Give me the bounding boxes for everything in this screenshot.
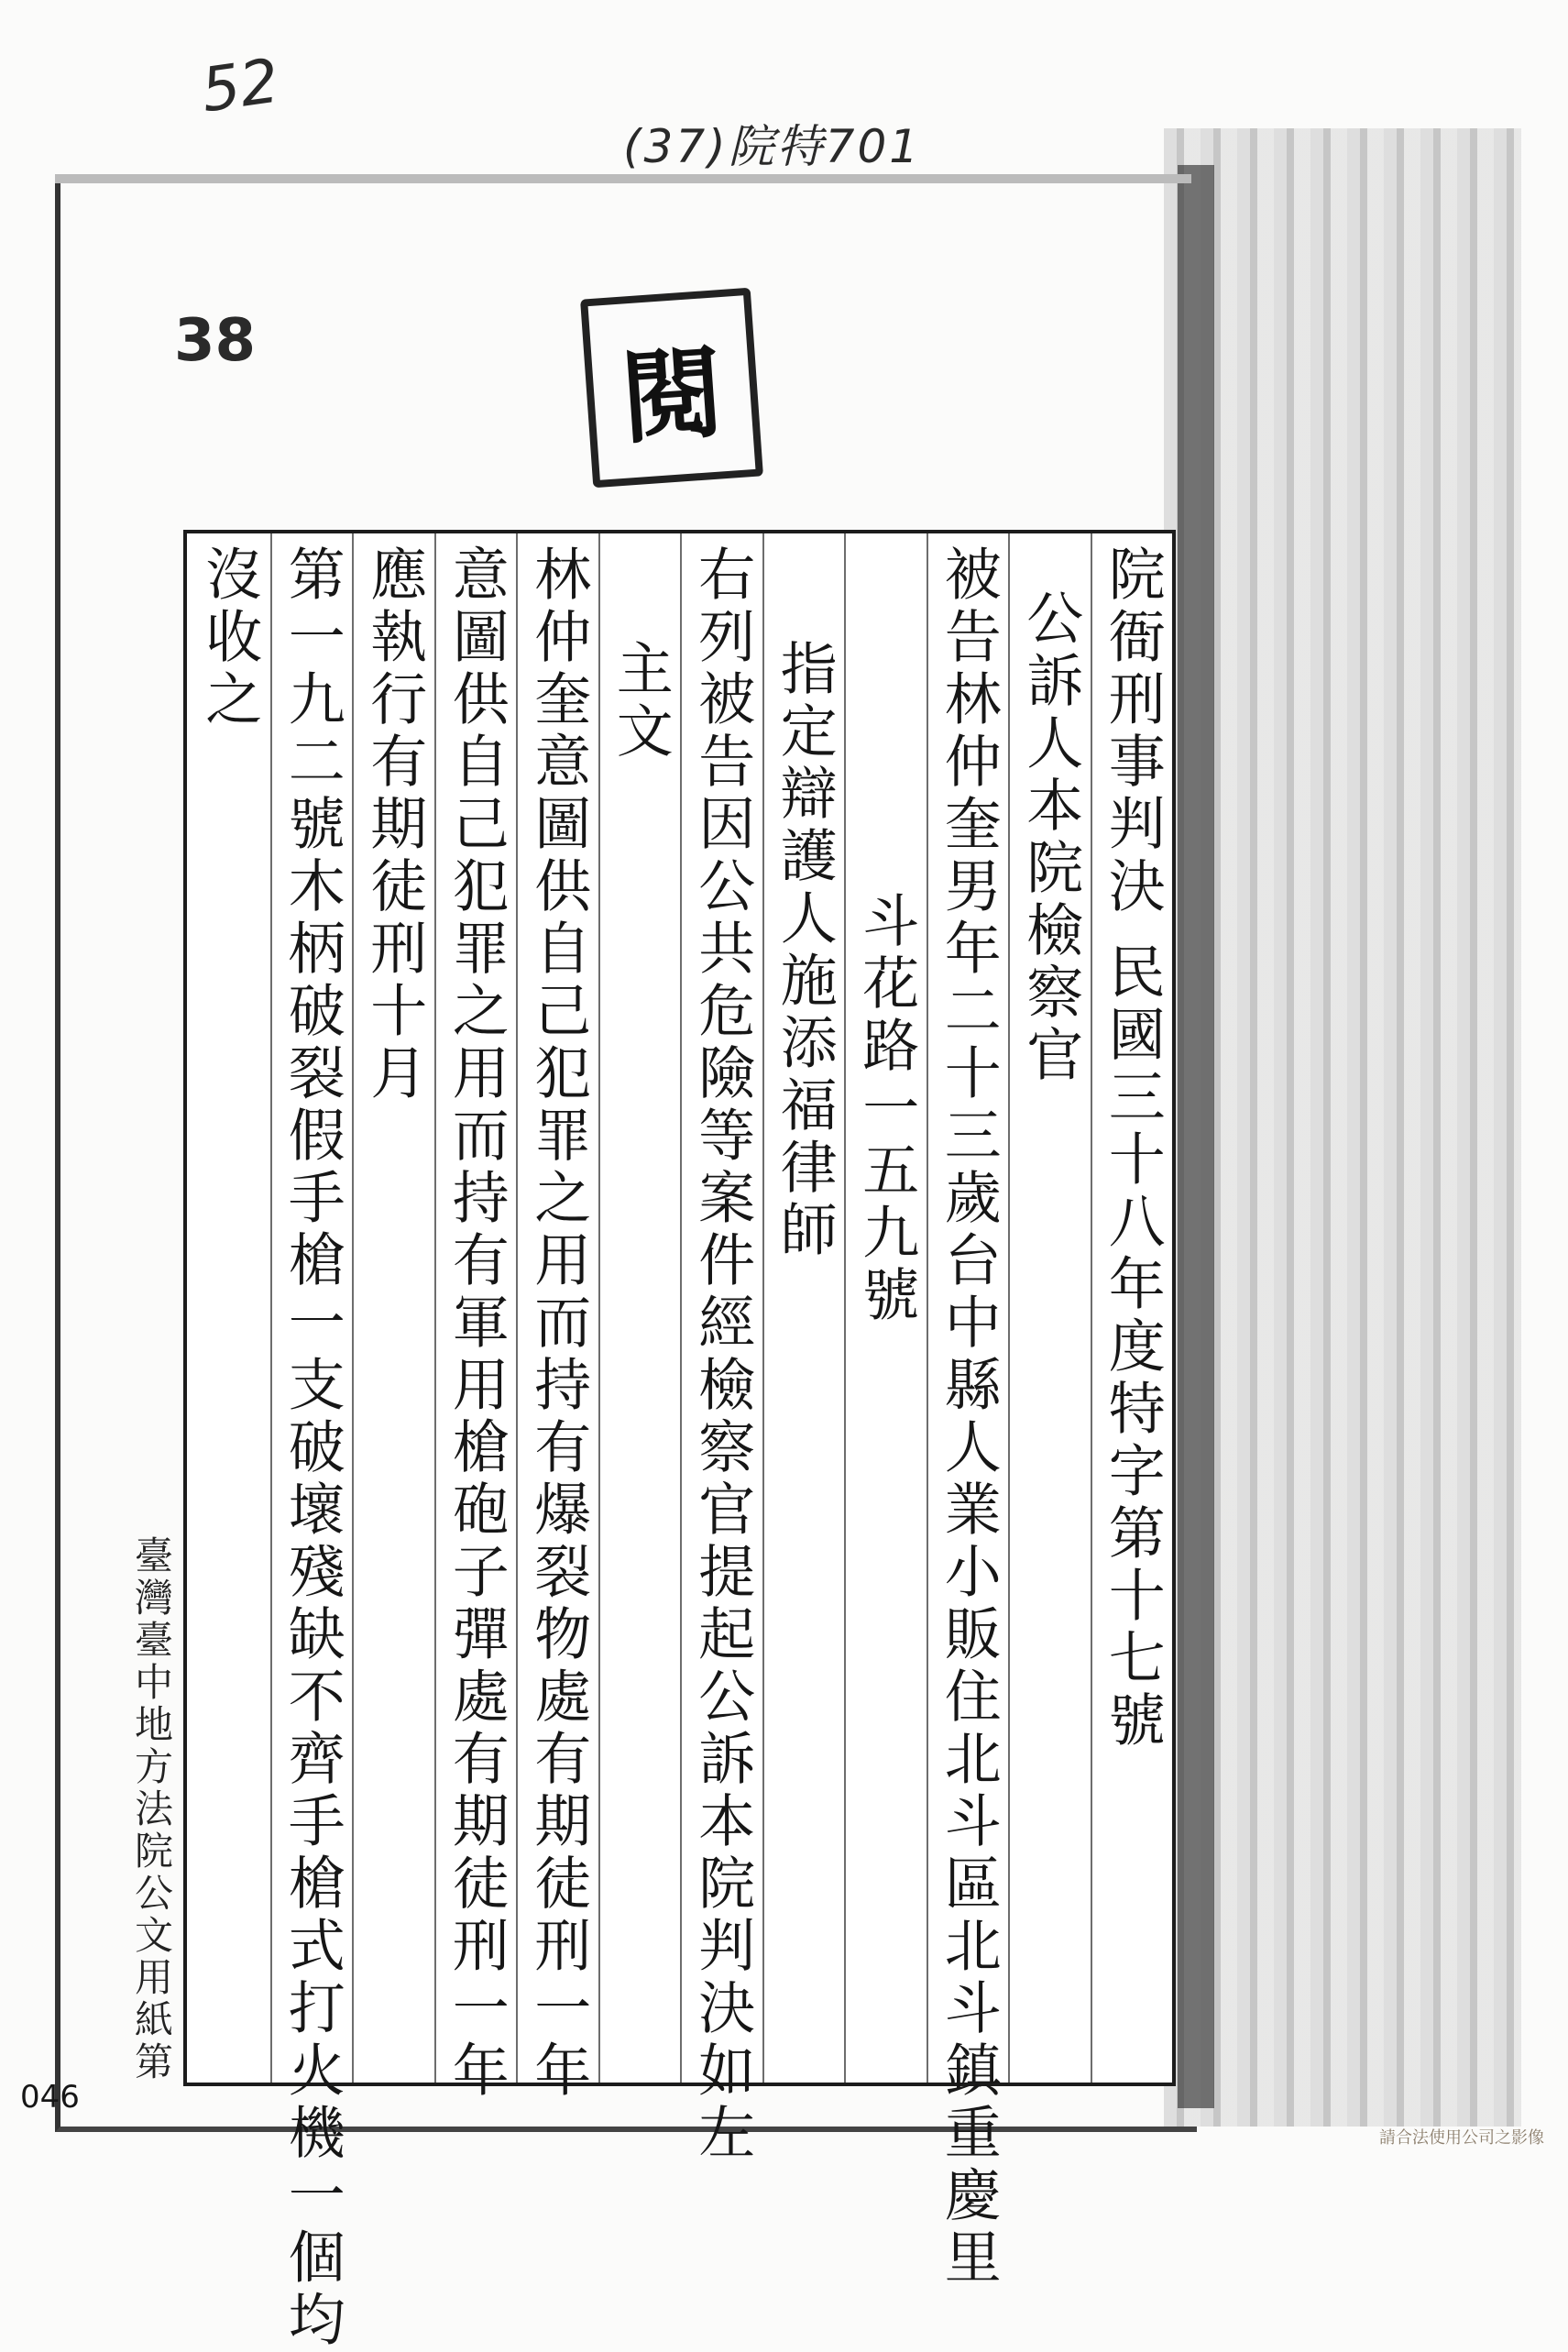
column-text: 指定辯護人施添福律師: [771, 639, 839, 1262]
document-column: [434, 533, 517, 2103]
document-column: [680, 533, 762, 2165]
column-text: 應執行有期徒刑十月: [360, 544, 428, 1105]
column-text: 公訴人本院檢察官: [1016, 588, 1084, 1087]
column-text: 第一九二號木柄破裂假手槍一支破壞殘缺不齊手槍式打火機一個均: [279, 544, 346, 2352]
document-column: [270, 533, 353, 2352]
judgment-document: [183, 530, 1176, 2352]
watermark: 請合法使用公司之影像: [1379, 2128, 1544, 2148]
column-text: 斗花路一五九號: [852, 891, 920, 1327]
document-column: [844, 533, 927, 2083]
column-text: 林仲奎意圖供自己犯罪之用而持有爆裂物處有期徒刑一年: [524, 544, 592, 2103]
column-text: 沒收之: [195, 544, 263, 731]
column-text: 主文: [607, 639, 674, 764]
document-column: [1008, 533, 1091, 2083]
column-text: 右列被告因公共危險等案件經檢察官提起公訴本院判決如左: [688, 544, 756, 2165]
review-seal: [580, 288, 763, 488]
handwritten-page-number: 52: [197, 45, 283, 126]
document-column: [188, 533, 270, 2083]
column-text: 院衙刑事判決 民國三十八年度特字第十七號: [1099, 544, 1167, 1753]
document-column: [762, 533, 845, 2083]
document-column: [352, 533, 434, 2083]
column-text: 意圖供自己犯罪之用而持有軍用槍砲子彈處有期徒刑一年: [443, 544, 510, 2103]
footer-number: 046: [20, 2079, 80, 2116]
document-column: [927, 533, 1009, 2290]
court-paper-imprint: 臺灣臺中地方法院公文用紙第: [129, 1535, 174, 2083]
handwritten-mark: 38: [174, 307, 257, 375]
document-column: [1091, 533, 1173, 2083]
document-column: [598, 533, 681, 2083]
scan-shadow-strip: [1164, 128, 1521, 2127]
document-column: [516, 533, 598, 2103]
column-text: 被告林仲奎男年二十三歲台中縣人業小販住北斗區北斗鎮重慶里: [935, 544, 1003, 2290]
archive-code: (37)院特701: [623, 120, 922, 173]
seal-text: 閱: [618, 333, 727, 458]
